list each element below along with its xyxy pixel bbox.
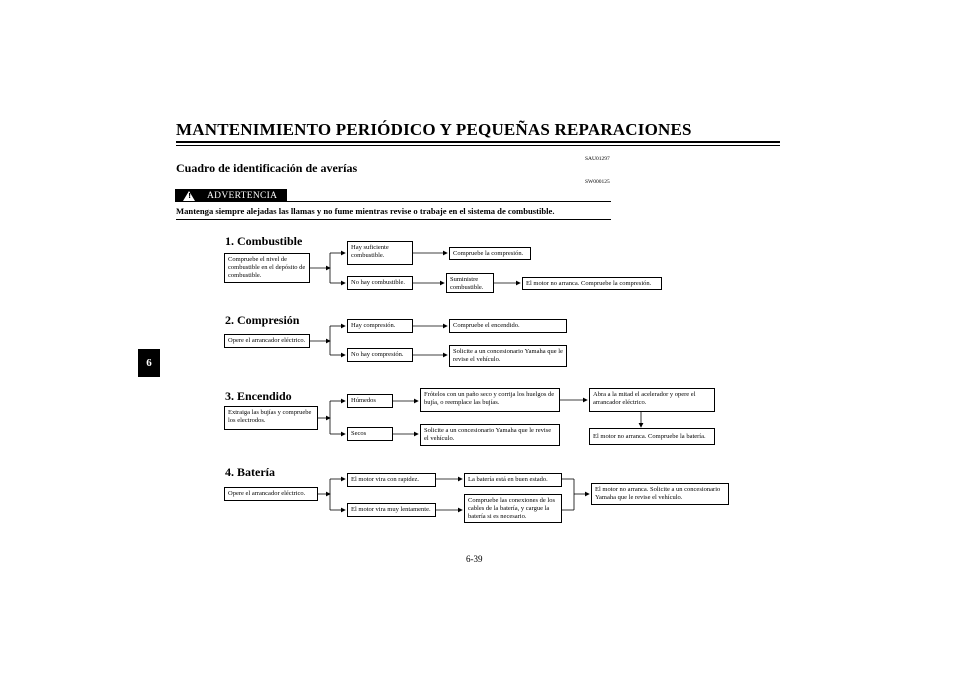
s3-start-box: Extraiga las bujías y compruebe los electrodos. [224, 406, 318, 430]
s3-result-b-box: Solicite a un concesionario Yamaha que le revise el vehículo. [420, 424, 560, 446]
s3-result-a2-box: Abra a la mitad el acelerador y opere el arrancador eléctrico. [589, 388, 715, 412]
s3-option-b-box: Secos [347, 427, 393, 441]
section-title-combustible: 1. Combustible [225, 234, 303, 248]
warning-code: SW000125 [585, 179, 610, 185]
warning-label: ADVERTENCIA [207, 190, 278, 201]
s3-result-a-box: Frótelos con un paño seco y corrija los huelgos de bujía, o reemplace las bujías. [420, 388, 560, 412]
s1-result-a-box: Compruebe la compresión. [449, 247, 531, 260]
s1-result-b2-box: El motor no arranca. Compruebe la compresión. [522, 277, 662, 290]
page-header-title: MANTENIMIENTO PERIÓDICO Y PEQUEÑAS REPARACIONES [176, 120, 692, 139]
s1-result-b-box: Suministre combustible. [446, 273, 494, 293]
s4-result-final-box: El motor no arranca. Solicite a un concesionario Yamaha que le revise el vehículo. [591, 483, 729, 505]
section-title-compresion: 2. Compresión [225, 313, 300, 327]
s2-option-b-box: No hay compresión. [347, 348, 413, 362]
s1-option-b-box: No hay combustible. [347, 276, 413, 290]
s4-option-a-box: El motor vira con rapidez. [347, 473, 436, 487]
s4-result-a-box: La batería está en buen estado. [464, 473, 562, 487]
section-code: SAU01297 [585, 156, 610, 162]
s2-start-box: Opere el arrancador eléctrico. [224, 334, 310, 348]
s2-option-a-box: Hay compresión. [347, 319, 413, 333]
page-number: 6-39 [466, 554, 483, 564]
s3-result-a3-box: El motor no arranca. Compruebe la batería. [589, 428, 715, 445]
section-title-encendido: 3. Encendido [225, 389, 292, 403]
section-title-bateria: 4. Batería [225, 465, 275, 479]
s2-result-a-box: Compruebe el encendido. [449, 319, 567, 333]
s4-start-box: Opere el arrancador eléctrico. [224, 487, 318, 501]
chapter-tab-number: 6 [146, 357, 152, 369]
warning-triangle-icon: ! [183, 191, 195, 201]
s1-option-a-box: Hay suficiente combustible. [347, 241, 413, 265]
s2-result-b-box: Solicite a un concesionario Yamaha que le revise el vehículo. [449, 345, 567, 367]
s4-option-b-box: El motor vira muy lentamente. [347, 503, 436, 517]
warning-text: Mantenga siempre alejadas las llamas y no fume mientras revise o trabaje en el sistema de combustible. [176, 206, 555, 216]
s3-option-a-box: Húmedos [347, 394, 393, 408]
s4-result-b-box: Compruebe las conexiones de los cables de la batería, y cargue la batería si es necesario. [464, 494, 562, 523]
page-subtitle: Cuadro de identificación de averías [176, 161, 358, 175]
s1-start-box: Compruebe el nivel de combustible en el depósito de combustible. [224, 253, 310, 283]
